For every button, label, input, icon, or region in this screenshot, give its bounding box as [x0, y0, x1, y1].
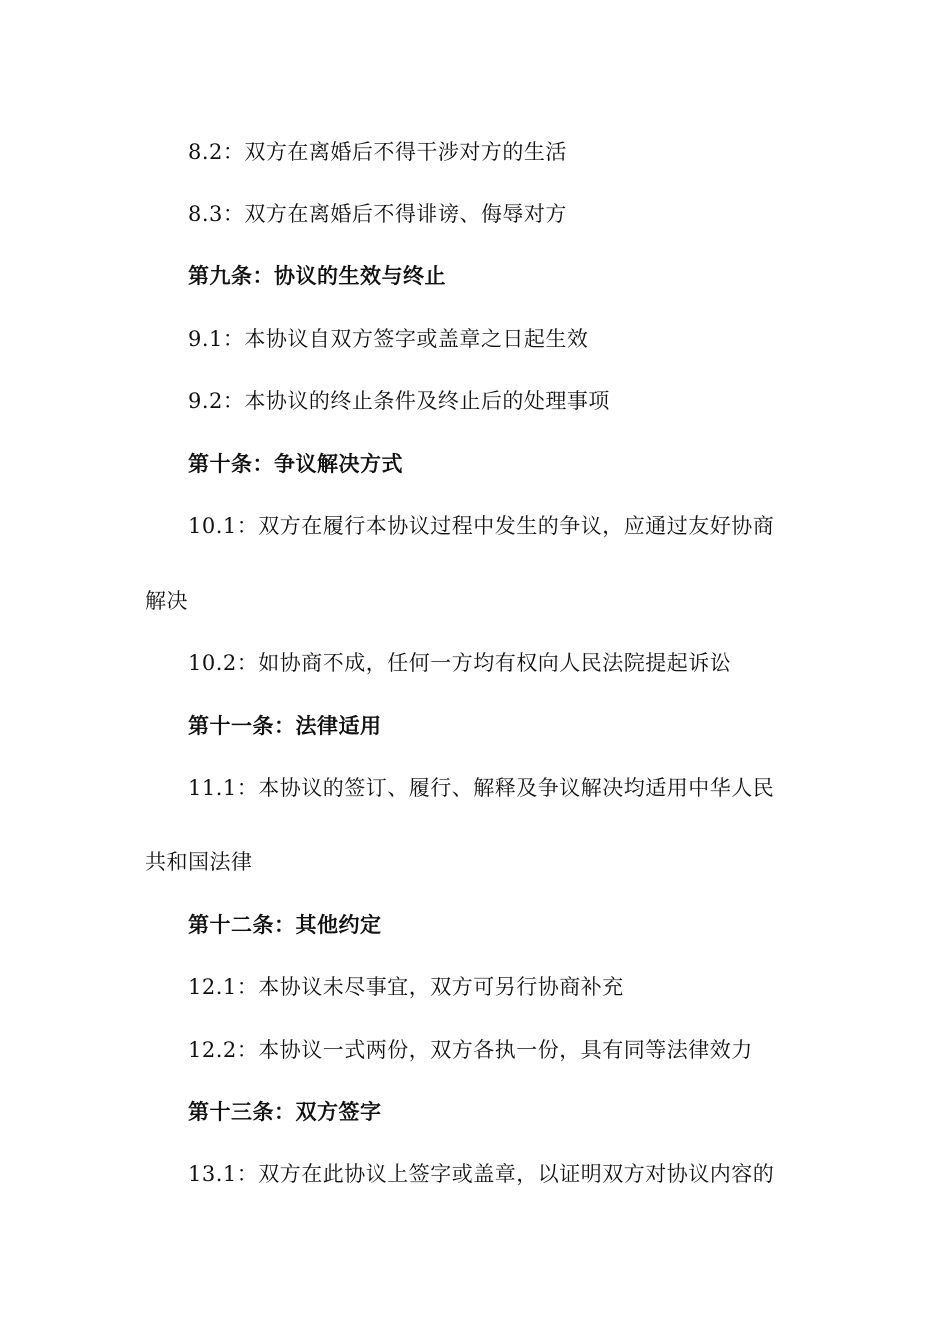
article-11-heading: 第十一条：法律适用 — [188, 714, 382, 738]
clause-10-2: 10.2：如协商不成，任何一方均有权向人民法院提起诉讼 — [188, 651, 732, 675]
clause-13-1: 13.1：双方在此协议上签字或盖章，以证明双方对协议内容的 — [188, 1162, 775, 1186]
clause-11-1: 11.1：本协议的签订、履行、解释及争议解决均适用中华人民 — [188, 776, 775, 800]
clause-12-2: 12.2：本协议一式两份，双方各执一份，具有同等法律效力 — [188, 1038, 753, 1062]
clause-8-2: 8.2：双方在离婚后不得干涉对方的生活 — [188, 140, 567, 164]
clause-12-1: 12.1：本协议未尽事宜，双方可另行协商补充 — [188, 975, 624, 999]
article-10-heading: 第十条：争议解决方式 — [188, 452, 403, 476]
clause-10-1-continued: 解决 — [145, 589, 188, 613]
article-12-heading: 第十二条：其他约定 — [188, 913, 382, 937]
article-9-heading: 第九条：协议的生效与终止 — [188, 264, 446, 288]
clause-9-2: 9.2：本协议的终止条件及终止后的处理事项 — [188, 389, 610, 413]
clause-10-1: 10.1：双方在履行本协议过程中发生的争议，应通过友好协商 — [188, 514, 775, 538]
article-13-heading: 第十三条：双方签字 — [188, 1100, 382, 1124]
clause-11-1-continued: 共和国法律 — [145, 850, 253, 874]
clause-8-3: 8.3：双方在离婚后不得诽谤、侮辱对方 — [188, 202, 567, 226]
clause-9-1: 9.1：本协议自双方签字或盖章之日起生效 — [188, 327, 589, 351]
